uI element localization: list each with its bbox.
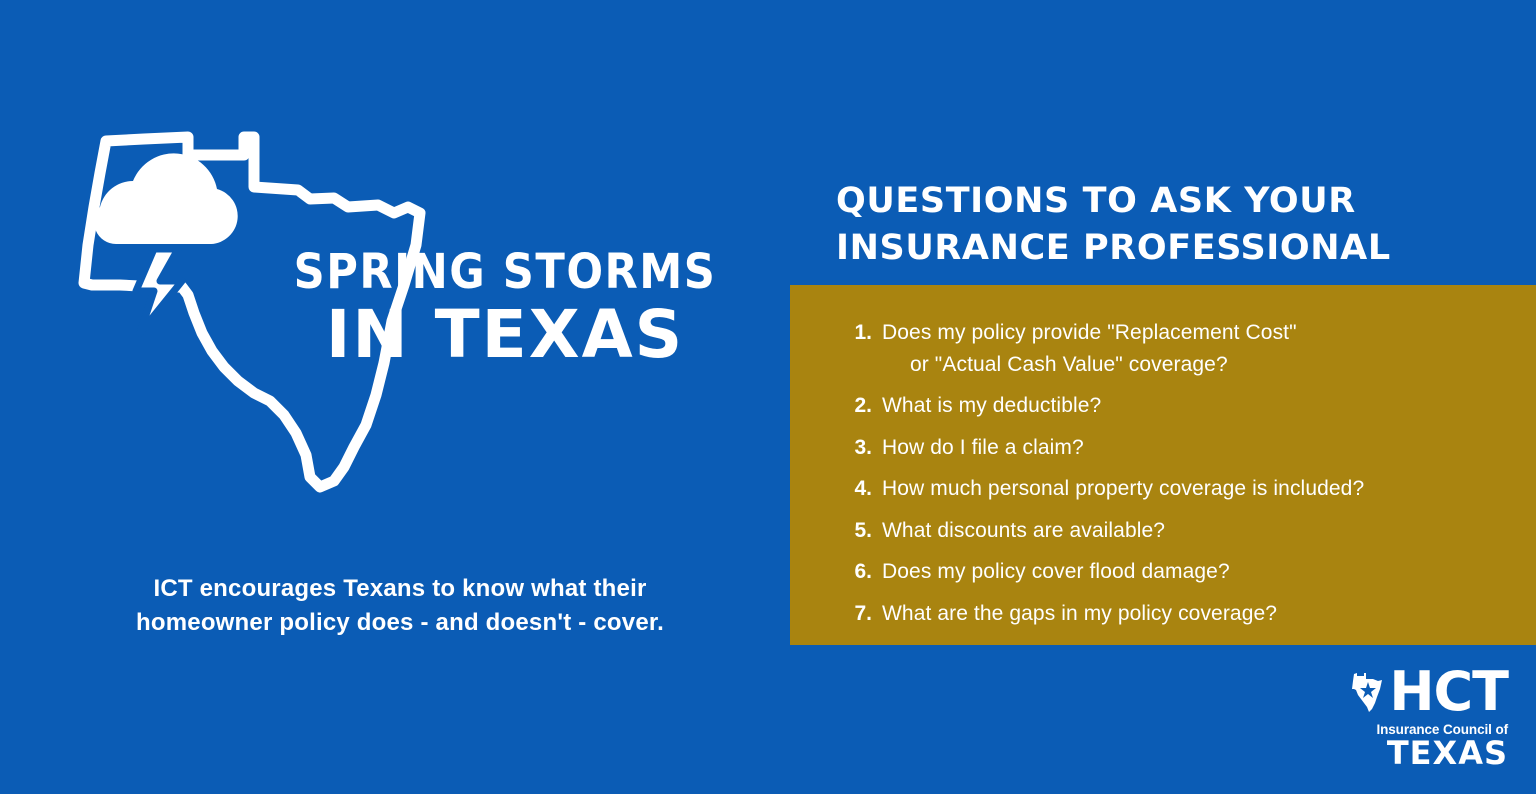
headline-block: [265, 244, 745, 373]
list-item-number: 6.: [854, 560, 872, 583]
questions-list: [790, 285, 1536, 629]
storm-cloud-lightning-icon: [94, 153, 238, 333]
questions-heading: [836, 178, 1496, 273]
list-item-number: 5.: [854, 518, 872, 542]
list-item: [838, 432, 1508, 464]
headline-line-2: IN TEXAS: [325, 296, 685, 373]
questions-heading-line-2: INSURANCE PROFESSIONAL: [836, 228, 1391, 269]
list-item: [838, 317, 1508, 380]
list-item-text-line-1: Does my policy provide "Replacement Cost": [882, 321, 1297, 344]
subtitle-line-2: homeowner policy does - and doesn't - cover.: [136, 609, 664, 637]
questions-heading-line-1: QUESTIONS TO ASK YOUR: [836, 181, 1356, 221]
logo-state-text: TEXAS: [1386, 734, 1508, 772]
list-item: [838, 515, 1508, 547]
list-item: [838, 598, 1508, 630]
list-item-number: 2.: [854, 394, 872, 417]
logo-tagline: Insurance Council of: [1376, 722, 1508, 737]
list-item-number: 7.: [854, 601, 872, 625]
list-item-number: 3.: [854, 435, 872, 459]
logo-hct-text: HCT: [1389, 660, 1508, 723]
list-item-number: 4.: [854, 477, 872, 500]
list-item-text: How much personal property coverage is included?: [882, 477, 1365, 500]
list-item-text: What is my deductible?: [882, 394, 1102, 417]
list-item-text: Does my policy cover flood damage?: [882, 560, 1230, 583]
list-item: [838, 390, 1508, 422]
list-item: [838, 556, 1508, 588]
list-item-text: [882, 317, 1297, 380]
subtitle-line-1: ICT encourages Texans to know what their: [153, 575, 647, 602]
logo-mark: [1298, 660, 1508, 723]
list-item-text: What are the gaps in my policy coverage?: [882, 601, 1278, 625]
texas-star-icon: [1351, 669, 1385, 715]
list-item: [838, 473, 1508, 505]
list-item-text-line-2: or "Actual Cash Value" coverage?: [910, 352, 1228, 376]
list-item-text: What discounts are available?: [882, 518, 1166, 542]
list-item-number: 1.: [854, 321, 872, 344]
ict-logo: [1298, 660, 1508, 776]
list-item-text: How do I file a claim?: [882, 435, 1084, 459]
subtitle-block: [60, 572, 740, 640]
headline-line-1: SPRING STORMS: [293, 244, 717, 300]
questions-panel: [790, 285, 1536, 645]
